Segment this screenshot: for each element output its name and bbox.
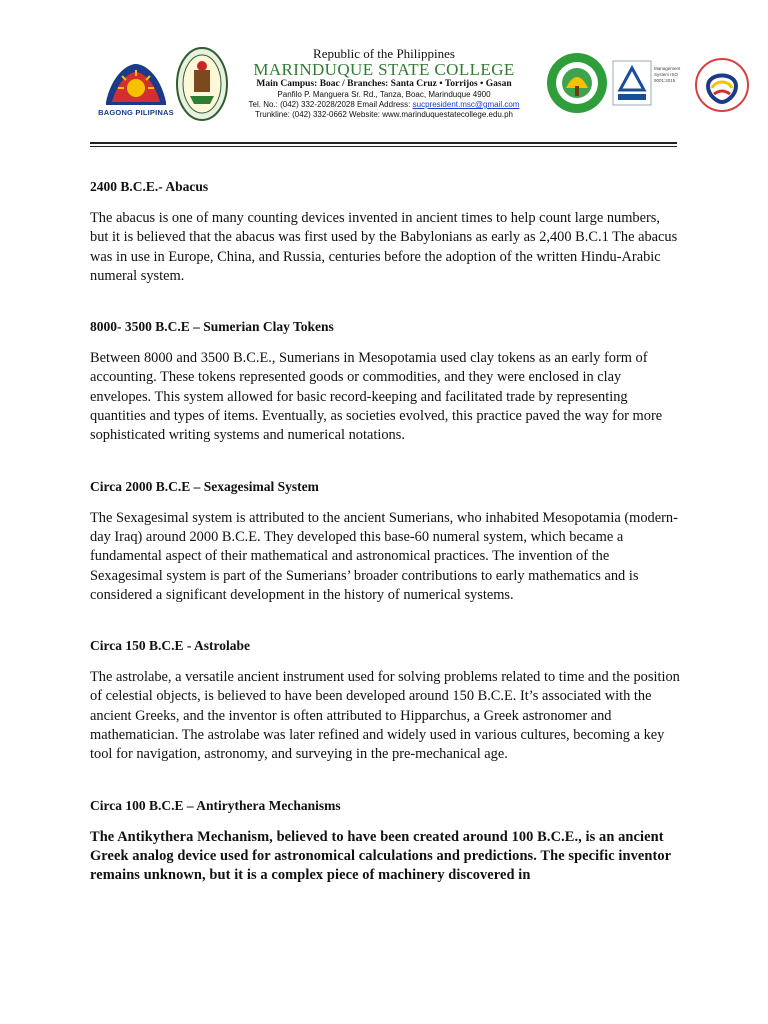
letterhead-text [226, 46, 542, 120]
agriculture-seal-icon [546, 48, 608, 118]
college-name: MARINDUQUE STATE COLLEGE [253, 60, 515, 79]
college-seal-icon [176, 46, 228, 122]
section-astrolabe [90, 637, 680, 764]
bagong-pilipinas-logo [98, 56, 174, 120]
section-paragraph: The abacus is one of many counting devices invented in ancient times to help count large numbers, but it is believed that the abacus was first used by the Babylonians as early as 2,400 B.C.1 The abacus was in use in Europe, China, and Russia, centuries before the adoption of the written Hindu-Arabic numeral system. [90, 210, 678, 284]
msc-seal-logo [176, 46, 228, 122]
section-clay-tokens [90, 318, 680, 445]
iso-text: Management System ISO 9001:2015 [654, 66, 681, 83]
iso-certification-logo [612, 60, 688, 106]
section-heading: 8000- 3500 B.C.E – Sumerian Clay Tokens [90, 319, 334, 335]
college-of-agriculture-logo [546, 48, 608, 118]
trunkline-line: Trunkline: (042) 332-0662 Website: www.marinduquestatecollege.edu.ph [255, 110, 513, 119]
section-antikythera [90, 797, 680, 886]
campus-line: Main Campus: Boac / Branches: Santa Cruz • Torrijos • Gasan [256, 79, 512, 89]
tel-text: Tel. No.: (042) 332-2028/2028 Email Address: [248, 100, 413, 109]
section-paragraph: The astrolabe, a versatile ancient instrument used for solving problems related to time and the position of celestial objects, is believed to have been developed around 150 B.C.E. It’s associated with the ancient Greeks, and the inventor is often attributed to Hipparchus, a Greek astronomer and mathematician. The astrolabe was later refined and widely used in various cultures, becoming a key tool for navigation, astronomy, and surveying in the pre-mechanical age. [90, 669, 680, 763]
document-body [90, 170, 680, 886]
section-paragraph: The Antikythera Mechanism, believed to have been created around 100 B.C.E., is an ancient Greek analog device used for astronomical calculations and predictions. The specific inventor remains unknown, but it is a complex piece of machinery discovered in [90, 828, 671, 884]
section-heading: 2400 B.C.E.- Abacus [90, 179, 209, 194]
email-link[interactable]: sucpresident.msc@gmail.com [412, 100, 520, 109]
quality-award-icon [694, 56, 750, 114]
section-heading: Circa 2000 B.C.E – Sexagesimal System [90, 478, 319, 494]
address-line: Panfilo P. Manguera Sr. Rd., Tanza, Boac, Marinduque 4900 [277, 90, 491, 99]
header-divider-thin [90, 146, 677, 147]
section-heading: Circa 100 B.C.E – Antirythera Mechanisms [90, 797, 341, 813]
contact-line [226, 100, 542, 110]
tuv-certification-icon [612, 60, 652, 106]
bagong-pilipinas-emblem-icon [98, 56, 174, 108]
letterhead [0, 0, 768, 160]
section-sexagesimal [90, 478, 680, 605]
section-paragraph: The Sexagesimal system is attributed to the ancient Sumerians, who inhabited Mesopotamia (modern-day Iraq) around 2000 B.C.E. They developed this base-60 numeral system, which became a fundamental aspect of their mathematical and astronomical practices. The invention of the Sexagesimal system is part of the Sumerians’ broader contributions to early mathematics and is considered a significant development in the history of numerical systems. [90, 509, 678, 603]
bagong-pilipinas-label: BAGONG PILIPINAS [98, 108, 174, 117]
republic-line: Republic of the Philippines [313, 46, 455, 61]
header-divider [90, 142, 677, 144]
section-heading: Circa 150 B.C.E - Astrolabe [90, 638, 250, 654]
philippine-quality-award-logo [694, 56, 750, 114]
section-paragraph: Between 8000 and 3500 B.C.E., Sumerians in Mesopotamia used clay tokens as an early form of accounting. These tokens represented goods or commodities, and they were enclosed in clay envelopes. This system allowed for basic record-keeping and facilitated trade by representing quantities and types of items. Eventually, as societies evolved, this practice paved the way for more sophisticated writing systems and numerical notations. [90, 350, 663, 444]
section-abacus [90, 178, 680, 286]
